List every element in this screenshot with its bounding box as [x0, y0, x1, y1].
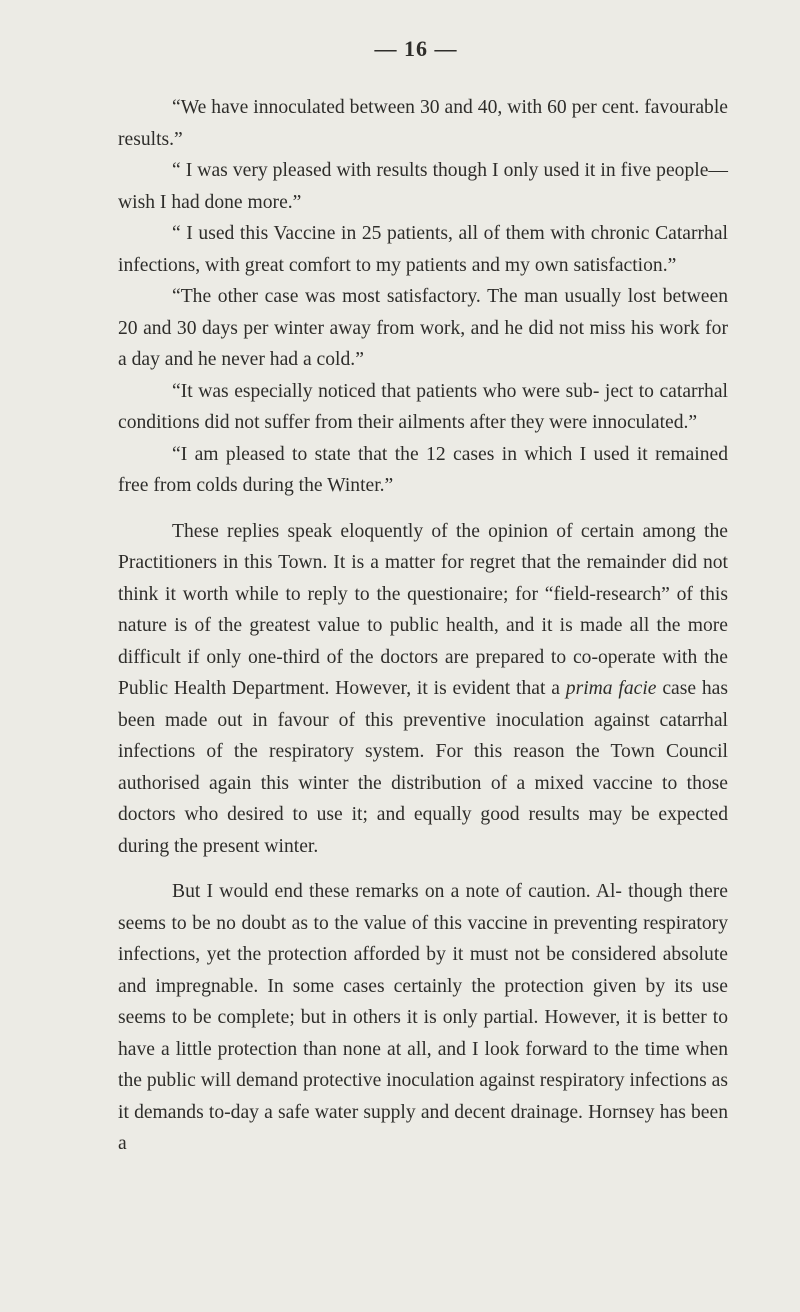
quote-paragraph: “I am pleased to state that the 12 cases in which I used it remained free from colds during the Winter.” [118, 443, 728, 496]
body-paragraph-caution: But I would end these remarks on a note of caution. Al- though there seems to be no doubt as to the value of this vaccine in preventing respiratory infections, yet the protection afforded by it must not be considered absolute and impregnable. In some cases certainly the protection given by its use seems to be complete; but in others it is only partial. However, it is better to have a little protection than none at all, and I look forward to the time when the public will demand protective inoculation against respiratory infections as it demands to-day a safe water supply and decent drainage. Hornsey has been a [118, 881, 728, 1154]
quote-paragraph: “We have innoculated between 30 and 40, with 60 per cent. favourable results.” [118, 97, 728, 150]
quote-paragraph: “ I was very pleased with results though I only used it in five people—wish I had done more.” [118, 160, 728, 213]
quote-paragraph: “It was especially noticed that patients who were sub- ject to catarrhal conditions did not suffer from their ailments after they were innoculated.” [118, 380, 728, 433]
paragraph-text: case has been made out in favour of this preventive inoculation against catarrhal infections of the respiratory system. For this reason the Town Council authorised again this winter the distribution of a mixed vaccine to those doctors who desired to use it; and equally good results may be expected during the present winter. [118, 678, 728, 857]
paragraph-text: These replies speak eloquently of the opinion of certain among the Practitioners in this Town. It is a matter for regret that the remainder did not think it worth while to reply to the questionaire; for “field-research” of this nature is of the greatest value to public health, and it is made all the more difficult if only one-third of the doctors are prepared to co-operate with the Public Health Department. However, it is evident that a [118, 520, 728, 699]
quote-paragraph: “The other case was most satisfactory. The man usually lost between 20 and 30 days per winter away from work, and he did not miss his work for a day and he never had a cold.” [118, 286, 728, 370]
page-number: — 16 — [374, 36, 458, 61]
body-paragraph-replies [118, 516, 728, 863]
italic-phrase: prima facie [565, 678, 657, 699]
quote-paragraph: “ I used this Vaccine in 25 patients, all of them with chronic Catarrhal infections, with great comfort to my patients and my own satisfaction.” [118, 223, 728, 276]
